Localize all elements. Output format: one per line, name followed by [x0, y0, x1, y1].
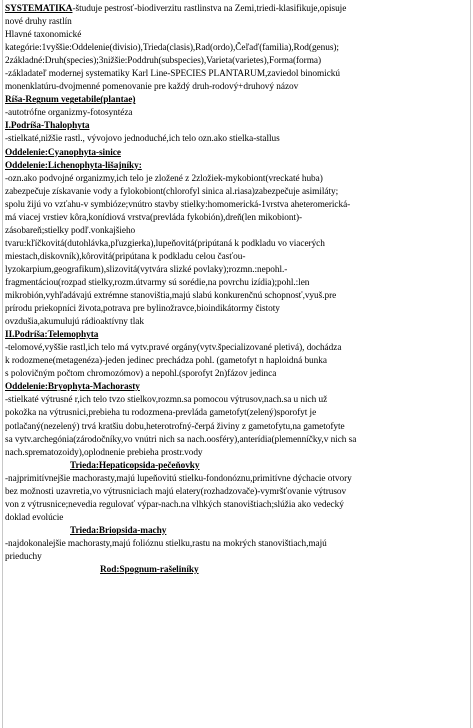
section-heading: I.Podríša-Thalophyta: [5, 121, 90, 132]
subsection-heading: Trieda:Briopsida-machy: [70, 525, 167, 536]
section-heading: Oddelenie:Lichenophyta-lišajníky:: [5, 160, 142, 171]
doc-line-24: prírodu priekopníci života,potrava pre bylinožravce,bioindikátormy čistoty: [5, 304, 280, 315]
doc-line-22: fragmentáciou(rozpad stielky,rozm.útvarmy sú sorédie,na povrchu izídia);pohl.:len: [5, 277, 310, 288]
doc-line-4: kategórie:1vyššie:Oddelenie(divisio),Trieda(clasis),Rad(ordo),Čeľaď(familia),Rod(genus);: [5, 43, 339, 54]
doc-line-14: -ozn.ako podvojné organizmy,ich telo je zložené z 2zložiek-mykobiont(vreckaté huba): [5, 173, 323, 184]
title-continuation: -študuje pestrosť-biodiverzitu rastlinstva na Zemi,triedi-klasifikuje,opisuje: [72, 4, 347, 14]
section-heading: Oddelenie:Cyanophyta-sinice: [5, 147, 121, 158]
doc-line-40: doklad evolúcie: [5, 512, 64, 523]
doc-line-23: mikrobión,vyhľadávajú extrémne stanovištia,majú slabú konkurenčnú schopnosť,vyuš.pre: [5, 291, 337, 302]
doc-line-18: zásobareň;stielky podľ.vonkajšieho: [5, 225, 136, 236]
doc-line-3: Hlavné taxonomické: [5, 30, 82, 41]
doc-line-34: sa vytv.archegónia(zárodočníky,vo vnútri nich sa nach.oosféry),anterídia(plemenníčky,v nich sa: [5, 434, 357, 445]
doc-line-20: miestach,diskovník),kôrovitá(pripútana k podkladu celou časťou-: [5, 251, 246, 262]
document-body: [5, 3, 470, 577]
doc-line-43: prieduchy: [5, 551, 42, 562]
main-title: SYSTEMATIKA: [5, 4, 73, 14]
doc-line-28: k rodozmene(metagenéza)-jeden jedinec prechádza pohl. (gametofyt n haploidná bunka: [5, 356, 327, 367]
doc-line-25: ovzdušia,akumulujú rádioaktívny tlak: [5, 317, 144, 328]
doc-line-16: spolu žijú vo vzťahu-v symbióze;vnútro stavby stielky:homomerická-1vrstva aheteromerická-: [5, 199, 351, 210]
genus-heading-row: [5, 564, 470, 577]
section-heading: Oddelenie:Bryophyta-Machorasty: [5, 382, 140, 393]
genus-heading: Rod:Spognum-rašeliníky: [100, 565, 199, 576]
doc-line-17: má viacej vrstiev kôra,konídiová vrstva(prevláda fykobión),dreň(len mikobiont)-: [5, 212, 303, 223]
section-heading: Ríša-Regnum vegetabile(plantae): [5, 95, 136, 106]
doc-line-33: potlačaný(nezelený) trvá kratšiu dobu,heterotrofný-čerpá živiny z gametofytu,na gametofyte: [5, 421, 345, 432]
section-heading: II.Podríša:Telemophyta: [5, 330, 99, 341]
doc-line-29: s polovičným počtom chromozómov) a nepohl.(sporofyt 2n)fázov jedinca: [5, 369, 277, 380]
doc-line-35: nach.sprematozoidy),oplodnenie prebieha prostr.vody: [5, 447, 203, 458]
subsection-heading: Trieda:Hepaticopsida-pečeňovky: [70, 460, 200, 471]
doc-line-38: bez možnosti uzavretia,vo výtrusniciach majú elatery(rozhadzovače)-vymršťovanie výtrusov: [5, 486, 347, 497]
doc-line-27: -telomové,vyššie rastl,ich telo má vytv.pravé orgány(vytv.špecializované pletivá), dochádza: [5, 343, 342, 354]
doc-line-5: 2základné:Druh(species);3nižšie:Poddruh(subspecies),Varieta(varietes),Forma(forma): [5, 56, 322, 67]
doc-line-31: -stielkaté výtrusné r,ich telo tvzo stielkov,rozmn.sa pomocou výtrusov,nach.sa u nich už: [5, 395, 328, 406]
doc-line-2: nové druhy rastlín: [5, 17, 72, 28]
subsection-heading-row: [5, 525, 470, 538]
doc-line-15: zabezpečuje získavanie vody a fylokobiont(chlorofyl sinica al.riasa)zabezpečuje asimiláty;: [5, 186, 339, 197]
doc-line-11: -stielkaté,nižšie rastl., vývojovo jednoduché,ich telo ozn.ako stielka-stallus: [5, 134, 280, 145]
doc-line-39: von z výtrusnice;nevedia regulovať výpar-nach.na vlhkých stanovištiach;slúžia ako vedecký: [5, 499, 344, 510]
doc-line-7: monenklatúru-dvojmenné pomenovanie pre každý druh-rodový+druhový názov: [5, 82, 299, 93]
subsection-heading-row: [5, 460, 470, 473]
doc-line-42: -najdokonalejšie machorasty,majú folióznu stielku,rastu na mokrých stanovištiach,majú: [5, 538, 327, 549]
doc-line-37: -najprimitívnejšie machorasty,majú lupeňovitú stielku-fondonóznu,primitívne dýchacie otvory: [5, 473, 352, 484]
doc-line-21: lyzokarpium,geografikum),slizovitá(vytvára slizké povlaky);rozmn.:nepohl.-: [5, 264, 288, 275]
doc-line-1: [5, 3, 470, 16]
doc-line-32: pokožka na výtrusnici,prebieha tu rodozmena-prevláda gametofyt(zelený)sporofyt je: [5, 408, 317, 419]
doc-line-19: tvaru:kľíčkovitá(dutohlávka,pľuzgierka),lupeňovitá(pripútaná k podkladu vo viacerých: [5, 238, 325, 249]
doc-line-9: -autotrófne organizmy-fotosyntéza: [5, 108, 133, 119]
doc-line-6: -základateľ modernej systematiky Karl Line-SPECIES PLANTARUM,zaviedol binomickú: [5, 69, 340, 80]
